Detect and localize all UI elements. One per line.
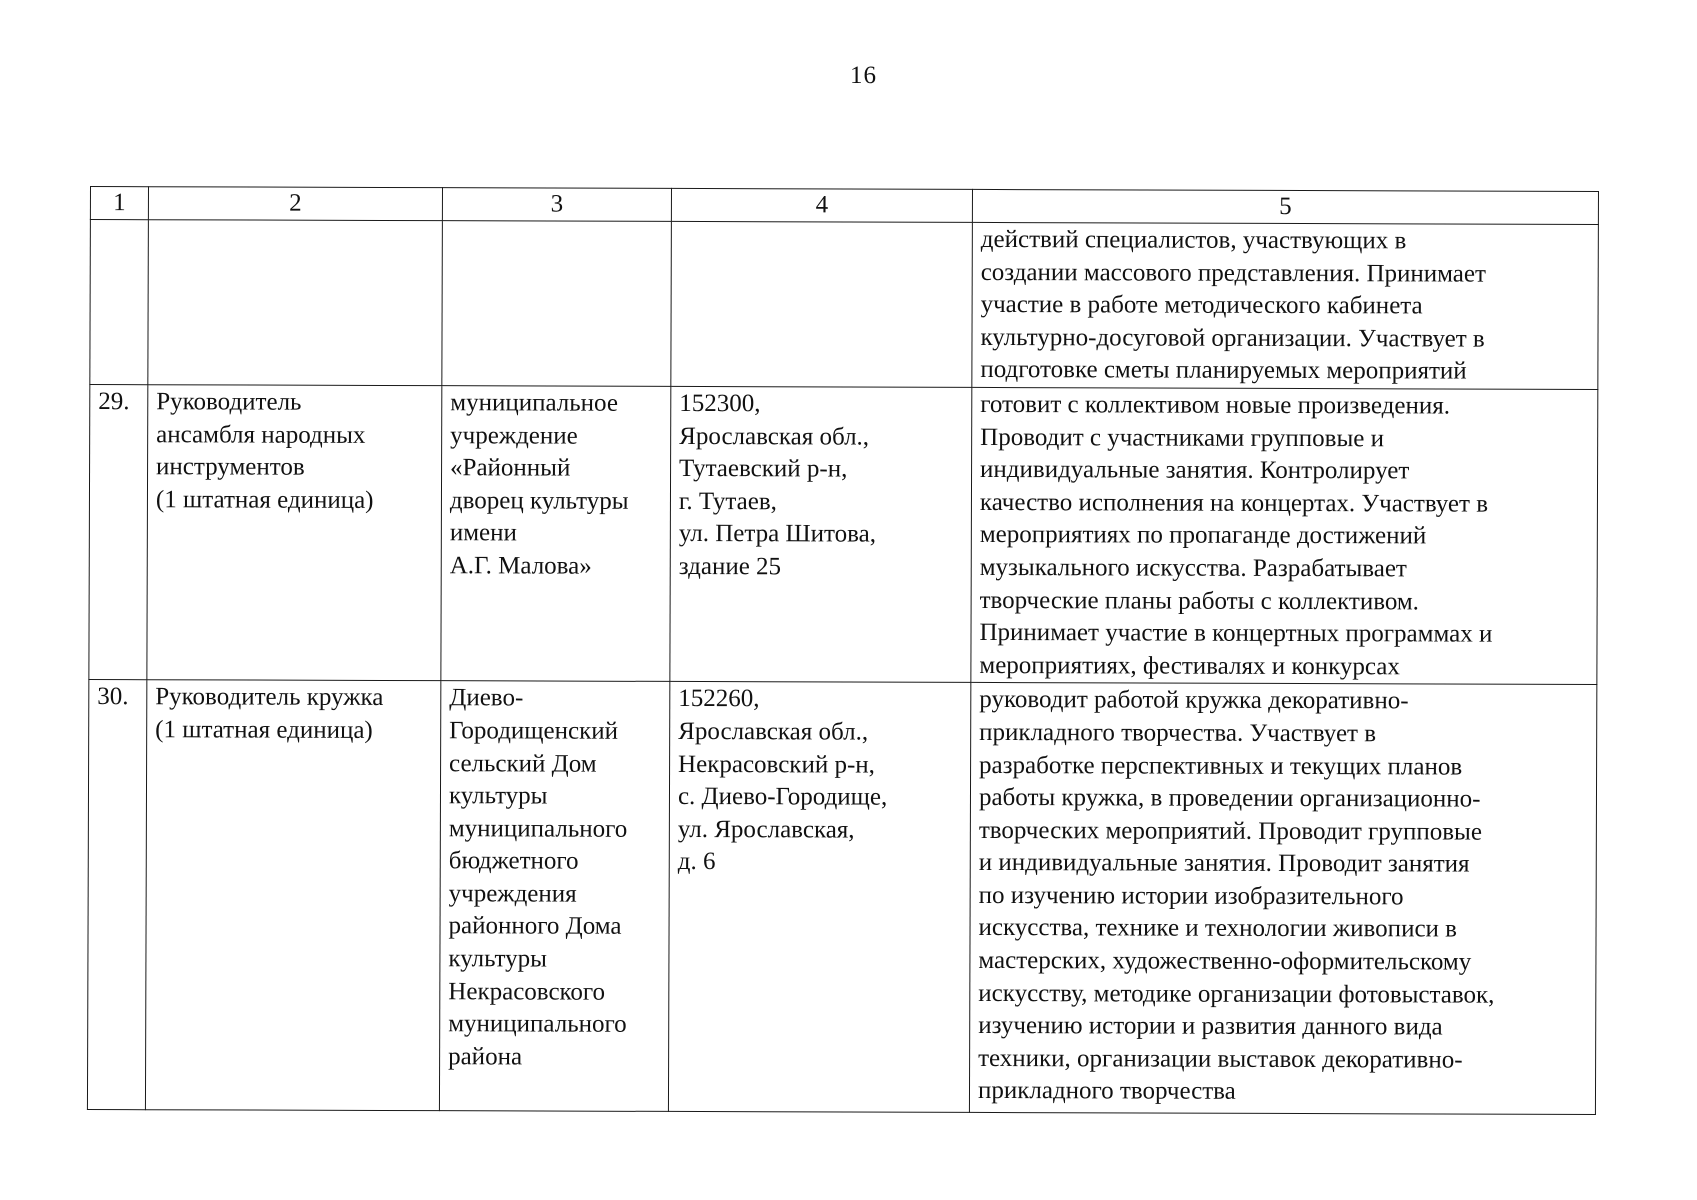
text-line: учреждения <box>448 880 577 908</box>
table-row <box>89 384 1598 684</box>
text-line: подготовке сметы планируемых мероприятий <box>980 356 1467 385</box>
text-line: мастерских, художественно-оформительскому <box>978 947 1472 976</box>
text-line: действий специалистов, участвующих в <box>980 225 1407 255</box>
text-line: Руководитель кружка <box>155 683 384 712</box>
text-line: культуры <box>448 782 548 810</box>
text-line: прикладного творчества <box>977 1077 1236 1106</box>
cell-description <box>971 387 1598 684</box>
text-line: культурно-досуговой организации. Участвует в <box>980 323 1485 353</box>
text-line: (1 штатная единица) <box>155 485 374 514</box>
cell-address <box>670 386 972 682</box>
cell-description <box>969 683 1596 1115</box>
cell-num: 30. <box>87 680 146 1110</box>
positions-table <box>87 186 1599 1115</box>
text-line: д. 6 <box>677 848 716 876</box>
text-line: муниципальное <box>450 389 619 417</box>
table-row-continuation <box>90 220 1599 390</box>
text-line: 152260, <box>678 685 760 713</box>
text-line: по изучению истории изобразительного <box>978 881 1404 911</box>
text-line: здание 25 <box>678 552 782 581</box>
text-line: мероприятиях, фестивалях и конкурсах <box>979 651 1400 681</box>
text-line: Диево- <box>449 684 524 712</box>
text-line: Тутаевский р-н, <box>679 455 848 483</box>
text-line: дворец культуры <box>449 486 629 515</box>
header-col-5: 5 <box>972 189 1598 224</box>
text-line: творческих мероприятий. Проводит групповые <box>978 816 1482 846</box>
text-line: Проводит с участниками групповые и <box>980 423 1385 452</box>
text-line: работы кружка, в проведении организационно- <box>978 784 1481 813</box>
header-col-1: 1 <box>90 187 148 220</box>
text-line: качество исполнения на концертах. Участвует в <box>979 488 1489 518</box>
text-line: готовит с коллективом новые произведения. <box>980 390 1451 420</box>
text-line: Ярославская обл., <box>679 422 870 451</box>
header-col-2: 2 <box>148 187 442 221</box>
text-line: сельский Дом <box>449 749 597 778</box>
text-line: ансамбля народных <box>156 420 366 449</box>
text-line: изучению истории и развития данного вида <box>978 1012 1443 1041</box>
cell-position <box>145 680 440 1111</box>
text-line: районного Дома <box>448 912 622 941</box>
text-line: техники, организации выставок декоративно- <box>978 1044 1463 1074</box>
text-line: музыкального искусства. Разрабатывает <box>979 553 1407 583</box>
text-line: муниципального <box>448 1010 627 1039</box>
text-line: Ярославская обл., <box>678 717 869 746</box>
cell-num <box>90 220 149 385</box>
text-line: создании массового представления. Принимает <box>980 258 1486 288</box>
cell-institution <box>441 386 671 682</box>
text-line: А.Г. Малова» <box>449 552 592 580</box>
text-line: разработке перспективных и текущих планов <box>979 751 1463 781</box>
text-line: района <box>448 1043 523 1071</box>
header-col-3: 3 <box>442 188 671 222</box>
table-row <box>87 680 1596 1115</box>
header-col-4: 4 <box>671 188 972 222</box>
cell-address <box>671 221 973 387</box>
text-line: г. Тутаев, <box>678 487 777 516</box>
cell-position <box>147 385 442 681</box>
table-header-row <box>90 187 1598 225</box>
text-line: с. Диево-Городище, <box>677 783 888 811</box>
text-line: имени <box>449 519 517 547</box>
text-line: ул. Ярославская, <box>677 815 855 844</box>
text-line: творческие планы работы с коллективом. <box>979 586 1420 615</box>
text-line: культуры <box>448 945 547 973</box>
text-line: Руководитель <box>156 388 302 416</box>
text-line: 152300, <box>679 389 761 418</box>
cell-institution <box>439 681 669 1112</box>
text-line: инструментов <box>156 453 305 481</box>
cell-description <box>972 222 1599 389</box>
text-line: Некрасовский р-н, <box>678 750 875 779</box>
text-line: Принимает участие в концертных программах и <box>979 619 1493 648</box>
text-line: руководит работой кружка декоративно- <box>979 686 1409 715</box>
page-number: 16 <box>850 62 877 89</box>
text-line: учреждение <box>450 421 578 450</box>
cell-num: 29. <box>89 384 148 680</box>
text-line: искусству, методике организации фотовыставок, <box>978 979 1495 1009</box>
text-line: прикладного творчества. Участвует в <box>979 718 1377 748</box>
text-line: мероприятиях по пропаганде достижений <box>979 521 1427 550</box>
text-line: (1 штатная единица) <box>155 716 373 744</box>
text-line: бюджетного <box>448 847 579 875</box>
text-line: и индивидуальные занятия. Проводит занятия <box>978 849 1470 878</box>
text-line: «Районный <box>450 454 571 482</box>
text-line: Некрасовского <box>448 977 606 1006</box>
text-line: индивидуальные занятия. Контролирует <box>980 456 1410 485</box>
text-line: Городищенский <box>449 717 619 745</box>
text-line: участие в работе методического кабинета <box>980 291 1423 320</box>
cell-position <box>148 220 443 386</box>
cell-address <box>668 682 970 1113</box>
text-line: муниципального <box>448 814 628 843</box>
text-line: ул. Петра Шитова, <box>678 520 877 548</box>
text-line: искусства, технике и технологии живописи в <box>978 914 1458 944</box>
cell-institution <box>442 221 672 387</box>
